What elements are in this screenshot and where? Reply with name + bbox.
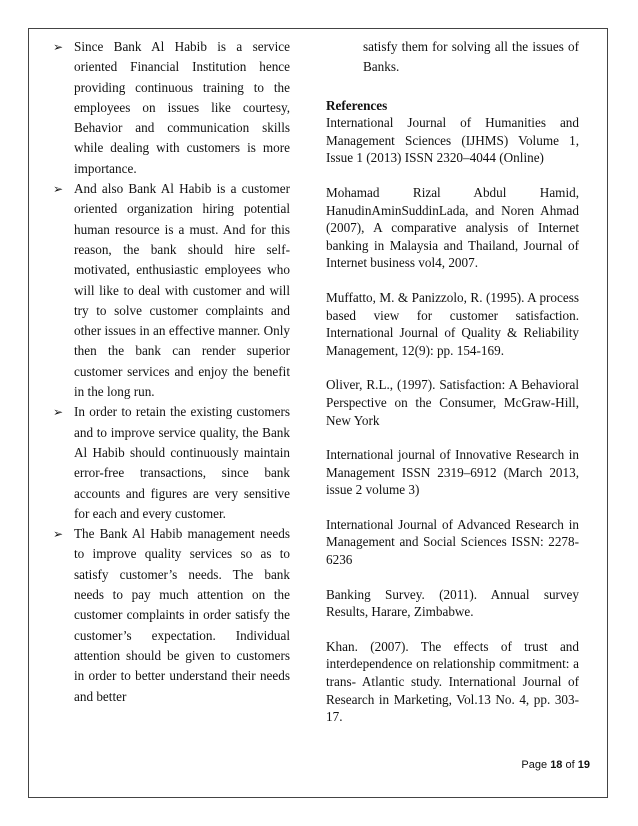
page-footer [521,759,590,771]
bullet-text: Since Bank Al Habib is a service oriented Financial Institution hence providing continuous training to the employees on issues like courtesy, Behavior and communication skills while dealing with customers is more importance. [74,39,290,176]
references-heading: References [326,97,388,113]
arrow-bullet-icon: ➢ [53,405,64,420]
reference-entry: Oliver, R.L., (1997). Satisfaction: A Behavioral Perspective on the Consumer, McGraw-Hill, New York [326,377,579,428]
total-pages: 19 [577,759,590,771]
of-label: of [565,759,575,771]
page-label: Page [521,759,548,771]
bullet-item [52,179,290,402]
page-number: 18 [550,759,563,771]
bullet-text: The Bank Al Habib management needs to improve quality services so as to satisfy customer’s needs. The bank needs to pay much attention on the customer complaints in order satisfy the customer’s expectation. Individual attention should be given to customers in order to better understand their needs and better [74,526,290,704]
bullet-item [52,524,290,707]
reference-entry: Muffatto, M. & Panizzolo, R. (1995). A process based view for customer satisfaction. International Journal of Quality & Reliability Management, 12(9): pp. 154-169. [326,289,579,358]
right-column [326,37,579,743]
bullet-text: In order to retain the existing customers and to improve service quality, the Bank Al Habib should continuously maintain error-free transactions, since bank accounts and figures are very sensitive for each and every customer. [74,404,290,521]
bullet-list [52,37,290,707]
arrow-bullet-icon: ➢ [53,182,64,197]
arrow-bullet-icon: ➢ [53,40,64,54]
reference-entry: Mohamad Rizal Abdul Hamid, HanudinAminSuddinLada, and Noren Ahmad (2007), A comparative analysis of Internet banking in Malaysia and Thailand, Journal of Internet business vol4, 2007. [326,184,579,271]
reference-entry: International Journal of Advanced Research in Management and Social Sciences ISSN: 2278-6236 [326,516,579,568]
reference-entry: International journal of Innovative Research in Management ISSN 2319–6912 (March 2013, issue 2 volume 3) [326,447,579,498]
reference-entry: Khan. (2007). The effects of trust and interdependence on relationship commitment: a trans- Atlantic study. International Journal of Research in Marketing, Vol.13 No. 4, pp. 303-17. [326,638,579,725]
arrow-bullet-icon: ➢ [53,527,64,542]
reference-entry: International Journal of Humanities and Management Sciences (IJHMS) Volume 1, Issue 1 (2013) ISSN 2320–4044 (Online) [326,115,579,166]
left-column [52,37,290,707]
reference-entry: Banking Survey. (2011). Annual survey Results, Harare, Zimbabwe. [326,586,579,620]
bullet-text: And also Bank Al Habib is a customer oriented organization hiring potential human resource is a must. And for this reason, the bank should hire self-motivated, enthusiastic employees who will like to deal with customer and will try to solve customer complaints and other issues in an effective manner. Only then the bank can render superior customer services and enjoy the benefit in the long run. [74,181,290,400]
bullet-continuation: satisfy them for solving all the issues of Banks. [363,39,579,75]
bullet-item [52,402,290,524]
bullet-item [52,37,290,179]
